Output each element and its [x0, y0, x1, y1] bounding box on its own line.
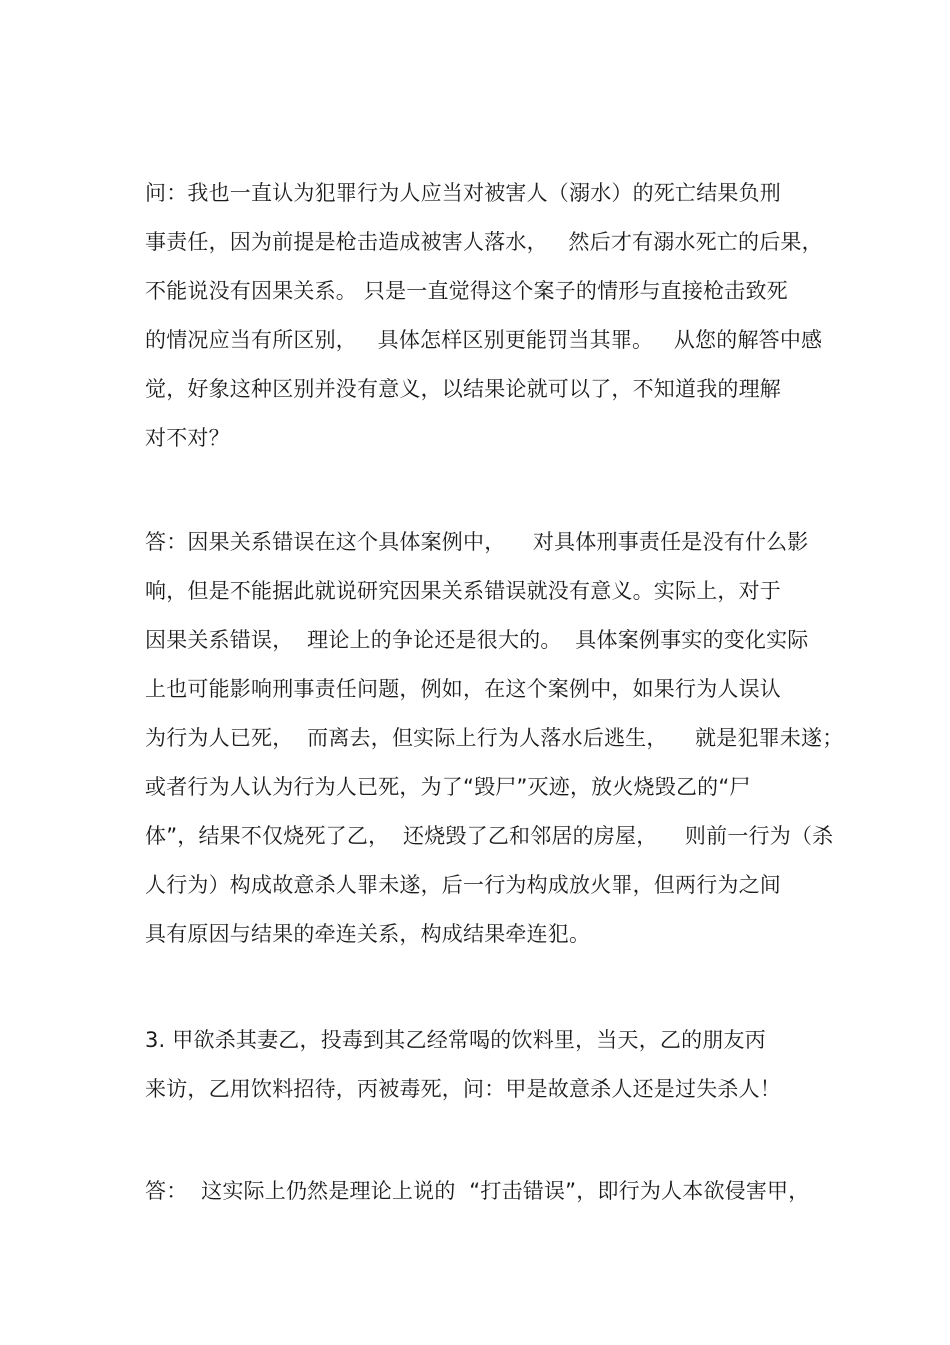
text-line: 体”，结果不仅烧死了乙， 还烧毁了乙和邻居的房屋， 则前一行为（杀 [145, 824, 834, 848]
text-line: 具有原因与结果的牵连关系，构成结果牵连犯。 [145, 922, 591, 946]
text-line: 答：因果关系错误在这个具体案例中， 对具体刑事责任是没有什么影 [145, 530, 809, 554]
text-line: 因果关系错误， 理论上的争论还是很大的。 具体案例事实的变化实际 [145, 628, 809, 652]
text-line: 响，但是不能据此就说研究因果关系错误就没有意义。实际上，对于 [145, 579, 781, 603]
text-line: 为行为人已死， 而离去，但实际上行为人落水后逃生， 就是犯罪未遂； [145, 726, 844, 750]
text-line: 上也可能影响刑事责任问题，例如，在这个案例中，如果行为人误认 [145, 677, 781, 701]
text-line: 3. 甲欲杀其妻乙，投毒到其乙经常喝的饮料里，当天，乙的朋友丙 [145, 1028, 766, 1052]
text-line: 对不对？ [145, 426, 230, 450]
text-line: 来访，乙用饮料招待，丙被毒死，问：甲是故意杀人还是过失杀人！ [145, 1077, 781, 1101]
text-line: 事责任，因为前提是枪击造成被害人落水， 然后才有溺水死亡的后果， [145, 230, 823, 254]
text-line: 或者行为人认为行为人已死，为了“毁尸”灭迹，放火烧毁乙的“尸 [145, 775, 751, 799]
text-line: 觉，好象这种区别并没有意义，以结果论就可以了，不知道我的理解 [145, 377, 781, 401]
text-line: 答： 这实际上仍然是理论上说的 “打击错误”，即行为人本欲侵害甲， [145, 1179, 810, 1203]
text-line: 人行为）构成故意杀人罪未遂，后一行为构成放火罪，但两行为之间 [145, 873, 781, 897]
text-line: 的情况应当有所区别， 具体怎样区别更能罚当其罪。 从您的解答中感 [145, 328, 823, 352]
text-line: 不能说没有因果关系。 只是一直觉得这个案子的情形与直接枪击致死 [145, 279, 788, 303]
text-line: 问：我也一直认为犯罪行为人应当对被害人（溺水）的死亡结果负刑 [145, 181, 781, 205]
